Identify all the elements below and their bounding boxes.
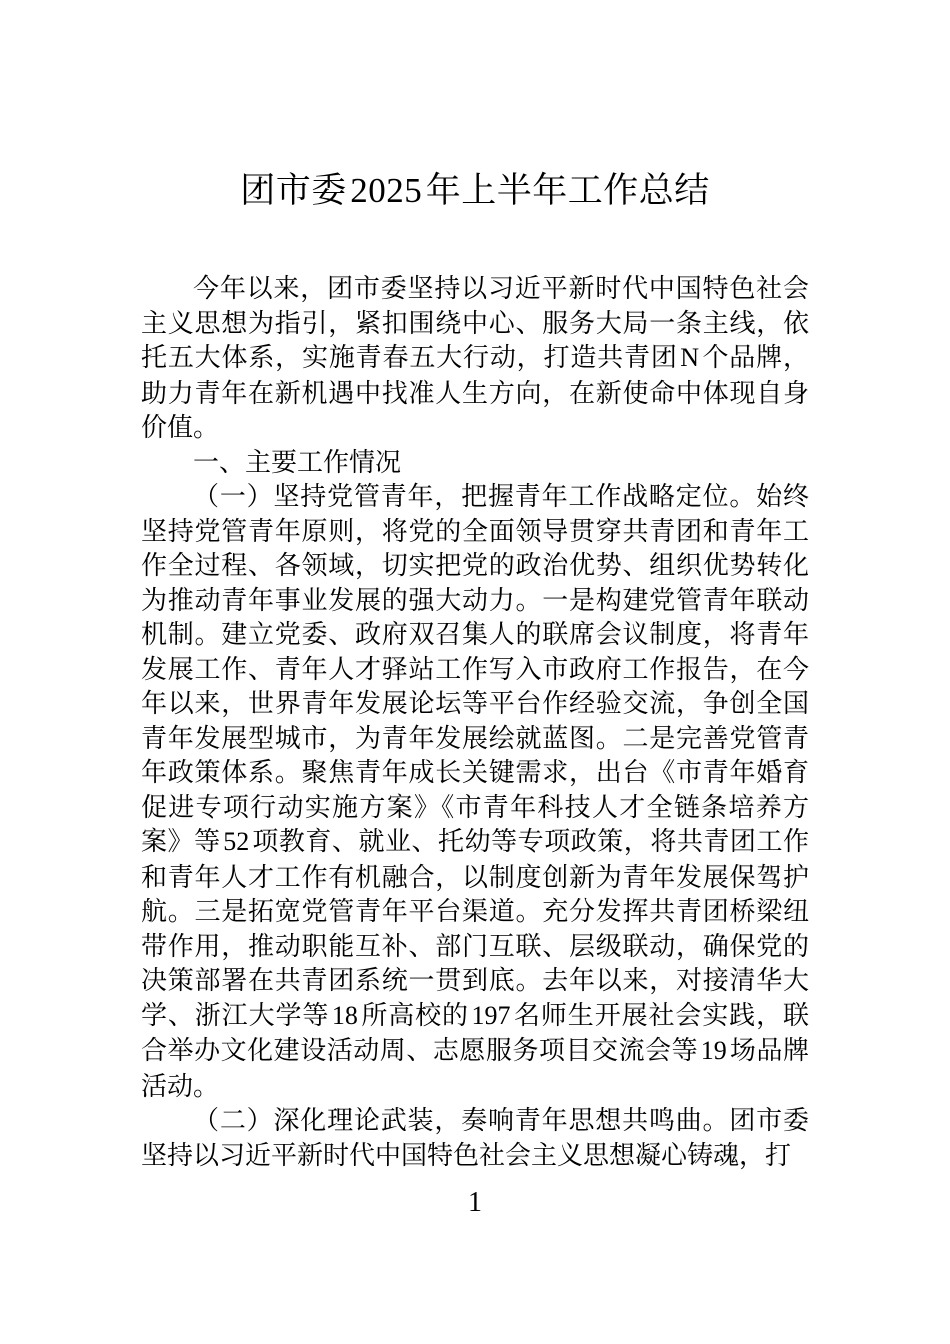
document-title: 团市委 2025 年上半年工作总结 — [240, 171, 710, 210]
intro-paragraph: 今年以来，团市委坚持以习近平新时代中国特色社会主义思想为指引，紧扣围绕中心、服务大局一条主线，依托五大体系，实施青春五大行动，打造共青团N个品牌，助力青年在新机遇中找准人生方向，在新使命中体现自身价值。 — [141, 273, 809, 442]
paragraph-item-2: （二）深化理论武装，奏响青年思想共鸣曲。团市委坚持以习近平新时代中国特色社会主义思想凝心铸魂，打 — [141, 1105, 809, 1170]
section-heading-main-work: 一、主要工作情况 — [193, 446, 402, 477]
page-number: 1 — [468, 1187, 482, 1218]
document-body — [141, 271, 809, 1172]
paragraph-item-1: （一）坚持党管青年，把握青年工作战略定位。始终坚持党管青年原则，将党的全面领导贯穿共青团和青年工作全过程、各领域，切实把党的政治优势、组织优势转化为推动青年事业发展的强大动力。一是构建党管青年联动机制。建立党委、政府双召集人的联席会议制度，将青年发展工作、青年人才驿站工作写入市政府工作报告，在今年以来，世界青年发展论坛等平台作经验交流，争创全国青年发展型城市，为青年发展绘就蓝图。二是完善党管青年政策体系。聚焦青年成长关键需求，出台《市青年婚育促进专项行动实施方案》《市青年科技人才全链条培养方案》等52项教育、就业、托幼等专项政策，将共青团工作和青年人才工作有机融合，以制度创新为青年发展保驾护航。三是拓宽党管青年平台渠道。充分发挥共青团桥梁纽带作用，推动职能互补、部门互联、层级联动，确保党的决策部署在共青团系统一贯到底。去年以来，对接清华大学、浙江大学等18所高校的197名师生开展社会实践，联合举办文化建设活动周、志愿服务项目交流会等19场品牌活动。 — [141, 481, 809, 1101]
